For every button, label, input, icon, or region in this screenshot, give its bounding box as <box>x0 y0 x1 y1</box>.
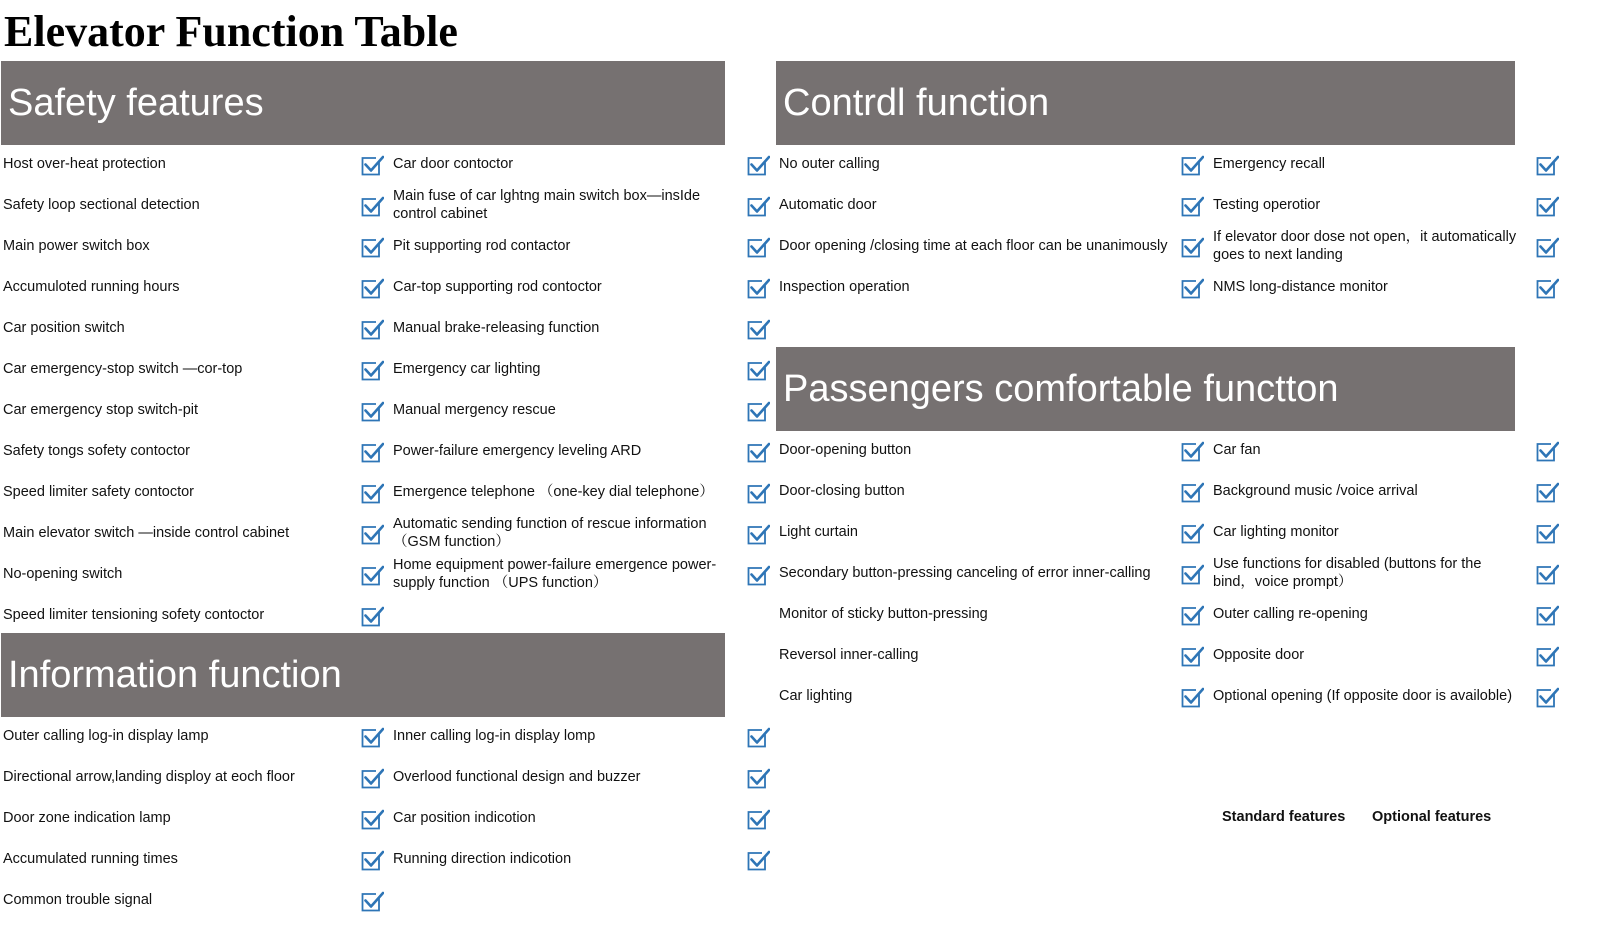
checked-checkbox-icon <box>1535 195 1559 219</box>
control-feature-item <box>779 144 1169 184</box>
checked-checkbox-icon <box>360 195 384 219</box>
comfort-feature-item <box>779 635 1169 675</box>
checked-checkbox-icon <box>1180 563 1204 587</box>
safety-feature-item <box>393 431 733 471</box>
safety-feature-item <box>3 308 348 348</box>
checked-checkbox-icon <box>746 726 770 750</box>
checked-checkbox-icon <box>1180 277 1204 301</box>
safety-feature-item <box>393 554 733 594</box>
checked-checkbox-icon <box>360 767 384 791</box>
comfort-feature-item <box>779 553 1169 593</box>
safety-section-header: Safety features <box>1 61 725 145</box>
information-feature-item <box>3 839 348 879</box>
control-feature-item <box>1213 267 1523 307</box>
feature-label: Main fuse of car lghtng main switch box—insIde control cabinet <box>393 187 701 222</box>
feature-label: Safety tongs sofety contoctor <box>3 442 190 459</box>
feature-label: If elevator door dose not open，it automatically goes to next landing <box>1213 228 1517 263</box>
safety-feature-item <box>393 390 733 430</box>
feature-label: Safety loop sectional detection <box>3 196 200 213</box>
checked-checkbox-icon <box>360 605 384 629</box>
page-title: Elevator Function Table <box>4 7 458 56</box>
feature-label: Emergency recall <box>1213 155 1326 172</box>
feature-label: Opposite door <box>1213 646 1305 663</box>
feature-label: Car emergency stop switch-pit <box>3 401 199 418</box>
checked-checkbox-icon <box>1535 440 1559 464</box>
checked-checkbox-icon <box>746 359 770 383</box>
feature-label: Host over-heat protection <box>3 155 166 172</box>
feature-label: Outer calling log-in display lamp <box>3 727 209 744</box>
checked-checkbox-icon <box>1535 154 1559 178</box>
feature-label: Optional opening (If opposite door is availoble) <box>1213 687 1513 704</box>
checked-checkbox-icon <box>360 482 384 506</box>
safety-feature-item <box>393 349 733 389</box>
checked-checkbox-icon <box>1180 440 1204 464</box>
safety-feature-item <box>3 390 348 430</box>
checked-checkbox-icon <box>1180 522 1204 546</box>
checked-checkbox-icon <box>1535 236 1559 260</box>
checked-checkbox-icon <box>1535 645 1559 669</box>
checked-checkbox-icon <box>746 441 770 465</box>
control-feature-item <box>779 226 1169 266</box>
safety-feature-item <box>3 185 348 225</box>
checked-checkbox-icon <box>1535 522 1559 546</box>
safety-feature-item <box>3 513 348 553</box>
comfort-feature-item <box>779 512 1169 552</box>
checked-checkbox-icon <box>746 808 770 832</box>
checked-checkbox-icon <box>360 359 384 383</box>
checked-checkbox-icon <box>746 277 770 301</box>
safety-feature-item <box>3 472 348 512</box>
checked-checkbox-icon <box>1180 604 1204 628</box>
control-section-header: Contrdl function <box>776 61 1515 145</box>
checked-checkbox-icon <box>1180 195 1204 219</box>
checked-checkbox-icon <box>360 154 384 178</box>
feature-label: Testing operotior <box>1213 196 1321 213</box>
checked-checkbox-icon <box>746 564 770 588</box>
feature-label: Door-opening button <box>779 441 912 458</box>
safety-feature-item <box>3 267 348 307</box>
feature-label: Door-closing button <box>779 482 905 499</box>
feature-label: Emergency car lighting <box>393 360 541 377</box>
feature-label: Outer calling re-opening <box>1213 605 1368 622</box>
comfort-feature-item <box>779 471 1169 511</box>
checked-checkbox-icon <box>746 236 770 260</box>
checked-checkbox-icon <box>360 564 384 588</box>
legend-standard: Standard features <box>1222 809 1346 825</box>
feature-label: Overlood functional design and buzzer <box>393 768 641 785</box>
feature-label: Manual mergency rescue <box>393 401 556 418</box>
comfort-feature-item <box>779 594 1169 634</box>
safety-feature-item <box>393 267 733 307</box>
checked-checkbox-icon <box>1180 236 1204 260</box>
feature-label: Accumuloted running hours <box>3 278 180 295</box>
checked-checkbox-icon <box>360 441 384 465</box>
control-feature-item <box>779 185 1169 225</box>
control-feature-item <box>779 267 1169 307</box>
checked-checkbox-icon <box>360 523 384 547</box>
feature-label: Use functions for disabled (buttons for the bind，voice prompt） <box>1213 555 1482 590</box>
feature-label: Car position indicotion <box>393 809 536 826</box>
checked-checkbox-icon <box>360 400 384 424</box>
comfort-feature-item <box>779 676 1169 716</box>
feature-label: Car fan <box>1213 441 1261 458</box>
feature-label: Common trouble signal <box>3 891 153 908</box>
checked-checkbox-icon <box>1535 604 1559 628</box>
legend-optional: Optional features <box>1372 809 1492 825</box>
checked-checkbox-icon <box>746 318 770 342</box>
checked-checkbox-icon <box>360 277 384 301</box>
safety-feature-item <box>393 185 733 225</box>
comfort-section-header: Passengers comfortable functton <box>776 347 1515 431</box>
checked-checkbox-icon <box>746 195 770 219</box>
feature-label: No-opening switch <box>3 565 123 582</box>
feature-label: Car emergency-stop switch —cor-top <box>3 360 243 377</box>
checked-checkbox-icon <box>746 154 770 178</box>
checked-checkbox-icon <box>746 523 770 547</box>
feature-label: Speed limiter tensioning sofety contoctor <box>3 606 265 623</box>
information-section-header: Information function <box>1 633 725 717</box>
information-feature-item <box>3 798 348 838</box>
checked-checkbox-icon <box>746 849 770 873</box>
feature-label: Main power switch box <box>3 237 150 254</box>
feature-label: Automatic door <box>779 196 877 213</box>
checked-checkbox-icon <box>1535 277 1559 301</box>
feature-label: Speed limiter safety contoctor <box>3 483 195 500</box>
comfort-feature-item <box>1213 430 1523 470</box>
checked-checkbox-icon <box>746 482 770 506</box>
feature-label: Door opening /closing time at each floor can be unanimously <box>779 237 1168 254</box>
checked-checkbox-icon <box>1180 481 1204 505</box>
safety-feature-item <box>3 349 348 389</box>
information-feature-item <box>393 716 733 756</box>
safety-feature-item <box>393 308 733 348</box>
checked-checkbox-icon <box>360 890 384 914</box>
control-feature-item <box>1213 226 1523 266</box>
comfort-feature-item <box>1213 471 1523 511</box>
comfort-feature-item <box>1213 635 1523 675</box>
safety-feature-item <box>393 226 733 266</box>
safety-feature-item <box>3 144 348 184</box>
checked-checkbox-icon <box>1180 154 1204 178</box>
information-feature-item <box>393 757 733 797</box>
checked-checkbox-icon <box>1535 563 1559 587</box>
feature-label: Car door contoctor <box>393 155 514 172</box>
comfort-feature-item <box>1213 512 1523 552</box>
feature-label: Accumulated running times <box>3 850 178 867</box>
feature-label: Directional arrow,landing disploy at eoch floor <box>3 768 295 785</box>
information-feature-item <box>3 757 348 797</box>
feature-label: Manual brake-releasing function <box>393 319 600 336</box>
feature-label: Car lighting <box>779 687 853 704</box>
feature-label: Light curtain <box>779 523 858 540</box>
safety-feature-item <box>3 554 348 594</box>
safety-feature-item <box>393 144 733 184</box>
safety-feature-item <box>393 513 733 553</box>
feature-label: Car position switch <box>3 319 125 336</box>
feature-label: Car-top supporting rod contoctor <box>393 278 602 295</box>
feature-label: Power-failure emergency leveling ARD <box>393 442 642 459</box>
checked-checkbox-icon <box>360 808 384 832</box>
feature-label: Inner calling log-in display lomp <box>393 727 596 744</box>
feature-label: Monitor of sticky button-pressing <box>779 605 988 622</box>
feature-label: Home equipment power-failure emergence power-supply function （UPS function） <box>393 556 717 591</box>
checked-checkbox-icon <box>746 400 770 424</box>
checked-checkbox-icon <box>1535 686 1559 710</box>
feature-label: Emergence telephone （one-key dial telephone） <box>393 483 714 500</box>
feature-label: Background music /voice arrival <box>1213 482 1418 499</box>
feature-label: Running direction indicotion <box>393 850 572 867</box>
information-feature-item <box>393 798 733 838</box>
checked-checkbox-icon <box>746 767 770 791</box>
comfort-feature-item <box>1213 553 1523 593</box>
feature-label: Car lighting monitor <box>1213 523 1339 540</box>
feature-label: Reversol inner-calling <box>779 646 919 663</box>
checked-checkbox-icon <box>1180 645 1204 669</box>
comfort-feature-item <box>1213 594 1523 634</box>
information-feature-item <box>3 880 348 920</box>
comfort-feature-item <box>1213 676 1523 716</box>
safety-feature-item <box>3 595 348 635</box>
checked-checkbox-icon <box>360 318 384 342</box>
feature-label: Door zone indication lamp <box>3 809 171 826</box>
checked-checkbox-icon <box>1535 481 1559 505</box>
safety-feature-item <box>393 472 733 512</box>
control-feature-item <box>1213 144 1523 184</box>
feature-label: Pit supporting rod contactor <box>393 237 571 254</box>
safety-feature-item <box>3 226 348 266</box>
control-feature-item <box>1213 185 1523 225</box>
feature-label: Automatic sending function of rescue information （GSM function） <box>393 515 707 550</box>
information-feature-item <box>393 839 733 879</box>
checked-checkbox-icon <box>1180 686 1204 710</box>
feature-label: No outer calling <box>779 155 880 172</box>
safety-feature-item <box>3 431 348 471</box>
comfort-feature-item <box>779 430 1169 470</box>
information-feature-item <box>3 716 348 756</box>
feature-label: NMS long-distance monitor <box>1213 278 1388 295</box>
checked-checkbox-icon <box>360 849 384 873</box>
feature-label: Secondary button-pressing canceling of error inner-calling <box>779 564 1151 581</box>
feature-label: Main elevator switch —inside control cabinet <box>3 524 290 541</box>
checked-checkbox-icon <box>360 726 384 750</box>
checked-checkbox-icon <box>360 236 384 260</box>
feature-label: Inspection operation <box>779 278 910 295</box>
